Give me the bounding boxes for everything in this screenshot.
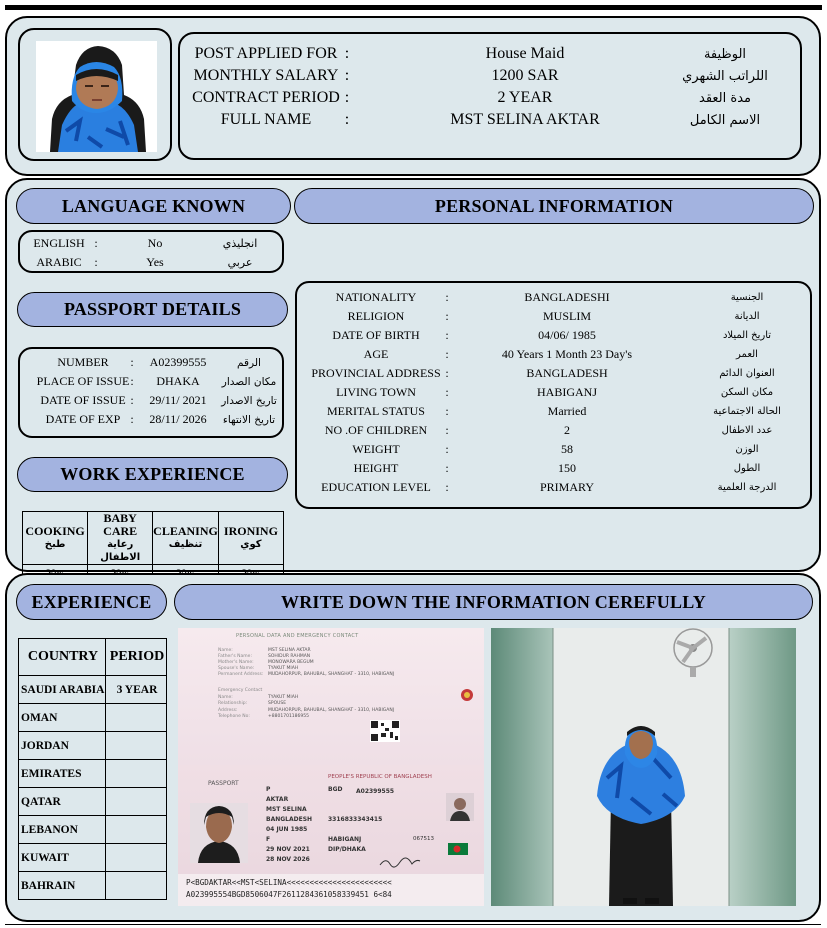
personal-value: HABIGANJ (537, 385, 597, 399)
header-arabic: الاسم الكامل (689, 112, 761, 128)
period-header: PERIOD (106, 639, 167, 676)
scan-data-key: F (266, 836, 271, 843)
passport-office-number: 067513 (413, 836, 434, 842)
scan-value: MUDAHORPUR, BAHUBAL, SHANGHAT - 3310, HABIGANJ (268, 707, 395, 713)
country-cell: BAHRAIN (19, 872, 106, 900)
table-row (19, 816, 167, 844)
personal-colon: : (445, 423, 449, 437)
scan-value: SOHIDUR RAHMAN (268, 654, 311, 659)
header-label: FULL NAME (220, 111, 312, 128)
language-row (20, 234, 282, 253)
personal-arabic: الدرجة العلمية (717, 482, 777, 493)
country-cell: LEBANON (19, 816, 106, 844)
personal-row (297, 459, 810, 478)
personal-information-title: PERSONAL INFORMATION (294, 188, 814, 224)
passport-label: DATE OF EXP (45, 412, 121, 426)
passport-small-photo (446, 793, 474, 821)
scan-value: MST SELINA AKTAR (268, 648, 311, 653)
language-label: ENGLISH (33, 236, 85, 250)
scan-key: Emergency Contact (218, 688, 263, 693)
scan-data-value: HABIGANJ (328, 836, 362, 843)
header-label: MONTHLY SALARY (193, 67, 339, 84)
period-cell (106, 816, 167, 844)
passport-row (20, 372, 282, 391)
scan-key: Name: (218, 648, 233, 653)
personal-colon: : (445, 461, 449, 475)
scan-key: Address: (218, 707, 238, 713)
passport-value: A02399555 (149, 355, 207, 369)
passport-emblem-icon (460, 688, 474, 702)
scan-line (218, 648, 311, 653)
table-row (19, 788, 167, 816)
language-value: Yes (146, 255, 164, 269)
passport-value: 28/11/ 2026 (149, 412, 207, 426)
write-down-title: WRITE DOWN THE INFORMATION CEREFULLY (174, 584, 813, 620)
personal-value: MUSLIM (542, 309, 591, 323)
qr-code-icon (370, 720, 400, 742)
personal-value: 2 (564, 423, 570, 437)
scan-data-key: AKTAR (266, 796, 289, 803)
passport-country-header: PEOPLE'S REPUBLIC OF BANGLADESH (328, 774, 432, 780)
passport-value: DHAKA (156, 374, 200, 388)
personal-colon: : (445, 442, 449, 456)
personal-label: NATIONALITY (335, 290, 417, 304)
period-cell: 3 YEAR (106, 676, 167, 704)
personal-colon: : (445, 328, 449, 342)
scan-data-line (266, 796, 328, 803)
table-row (19, 732, 167, 760)
language-known-title: LANGUAGE KNOWN (16, 188, 291, 224)
work-skill-header (153, 512, 219, 565)
personal-colon: : (445, 309, 449, 323)
work-skill-header (218, 512, 283, 565)
scan-value: +8801701186955 (268, 714, 309, 719)
scan-data-line (266, 846, 366, 853)
passport-colon: : (130, 374, 134, 388)
scan-line (218, 654, 310, 659)
scan-line (218, 701, 286, 706)
personal-row (297, 345, 810, 364)
passport-value: 29/11/ 2021 (149, 393, 207, 407)
passport-colon: : (130, 393, 134, 407)
scan-data-key: P (266, 786, 271, 793)
country-cell: EMIRATES (19, 760, 106, 788)
personal-arabic: الوزن (735, 444, 759, 455)
personal-arabic: مكان السكن (720, 387, 774, 398)
scan-key: Father's Name: (218, 654, 252, 659)
header-arabic: اللراتب الشهري (682, 68, 768, 84)
personal-label: MERITAL STATUS (327, 404, 425, 418)
info-section (5, 178, 821, 572)
personal-info-box (295, 281, 812, 509)
language-row (20, 253, 282, 272)
personal-row (297, 478, 810, 497)
header-arabic: الوظيفة (703, 46, 747, 62)
work-skill-arabic: تنظيف (168, 539, 203, 550)
country-cell: SAUDI ARABIA (19, 676, 106, 704)
portrait-photo (36, 41, 157, 152)
personal-colon: : (445, 404, 449, 418)
scan-line (218, 708, 394, 713)
personal-row (297, 440, 810, 459)
passport-box (18, 347, 284, 438)
personal-arabic: تاريخ الميلاد (722, 330, 772, 341)
scan-data-value: 3316833343415 (328, 816, 383, 823)
header-row (180, 43, 800, 65)
scan-line (218, 666, 298, 671)
passport-arabic: تاريخ الاصدار (221, 394, 277, 407)
personal-value: 58 (561, 442, 573, 456)
personal-arabic: الديانة (734, 311, 760, 322)
scan-key: Mother's Name: (218, 660, 254, 665)
language-colon: : (94, 236, 98, 250)
table-row (19, 676, 167, 704)
work-skill-name: IRONING (223, 524, 278, 538)
scan-data-value: BGD (328, 786, 343, 793)
passport-arabic: تاريخ الانتهاء (222, 413, 276, 426)
scan-key: Name: (218, 694, 233, 700)
personal-colon: : (445, 366, 449, 380)
scan-data-key: 29 NOV 2021 (266, 846, 310, 853)
header-value: House Maid (485, 45, 565, 62)
personal-colon: : (445, 480, 449, 494)
scan-data-line (266, 816, 382, 823)
personal-label: DATE OF BIRTH (332, 328, 420, 342)
personal-label: AGE (363, 347, 389, 361)
period-cell (106, 844, 167, 872)
country-header: COUNTRY (19, 639, 106, 676)
personal-row (297, 421, 810, 440)
personal-colon: : (445, 385, 449, 399)
header-row (180, 87, 800, 109)
bottom-rule (5, 924, 821, 928)
personal-label: NO .OF CHILDREN (324, 423, 428, 437)
personal-label: RELIGION (347, 309, 405, 323)
table-row (19, 844, 167, 872)
header-colon: : (344, 111, 350, 128)
personal-label: EDUCATION LEVEL (321, 480, 431, 494)
scan-line (218, 660, 314, 665)
personal-label: LIVING TOWN (336, 385, 416, 399)
personal-arabic: الطول (733, 463, 761, 474)
passport-details-title: PASSPORT DETAILS (17, 292, 288, 327)
language-label: ARABIC (36, 255, 82, 269)
header-row (180, 65, 800, 87)
header-section (5, 16, 821, 176)
passport-label: PASSPORT (208, 780, 239, 787)
personal-row (297, 326, 810, 345)
work-skill-arabic: رعاية الاطفال (100, 539, 141, 563)
personal-row (297, 383, 810, 402)
language-arabic: انجليذي (222, 237, 258, 250)
work-skill-arabic: كوي (240, 539, 262, 550)
work-skill-name: COOKING (25, 524, 85, 538)
table-row (19, 704, 167, 732)
personal-value: 40 Years 1 Month 23 Day's (501, 347, 633, 361)
personal-arabic: عدد الاطفال (721, 425, 773, 436)
work-skill-name: BABY CARE (103, 511, 138, 538)
mrz-line-1: P<BGDAKTAR<<MST<SELINA<<<<<<<<<<<<<<<<<<<<<<< (186, 878, 392, 887)
passport-colon: : (130, 412, 134, 426)
experience-title: EXPERIENCE (16, 584, 167, 620)
scan-key: Permanent Address: (218, 672, 264, 677)
scan-data-key: 04 JUN 1985 (266, 826, 308, 833)
header-value: 1200 SAR (491, 67, 559, 84)
header-label: POST APPLIED FOR (194, 45, 338, 62)
scan-line (218, 714, 309, 719)
header-value: MST SELINA AKTAR (450, 111, 600, 128)
scan-data-key: 28 NOV 2026 (266, 856, 310, 863)
personal-row (297, 364, 810, 383)
work-skill-header (23, 512, 88, 565)
personal-value: BANGLADESHI (524, 290, 610, 304)
personal-label: WEIGHT (352, 442, 400, 456)
language-arabic: عربي (227, 256, 253, 269)
header-arabic: مدة العقد (699, 90, 751, 106)
scan-data-line (266, 826, 328, 833)
work-experience-title: WORK EXPERIENCE (17, 457, 288, 492)
personal-value: BANGLADESH (526, 366, 608, 380)
header-colon: : (344, 45, 350, 62)
table-row (19, 872, 167, 900)
work-skill-name: CLEANING (153, 524, 218, 538)
personal-arabic: العمر (736, 349, 758, 360)
period-cell (106, 760, 167, 788)
personal-label: PROVINCIAL ADDRESS (311, 366, 441, 380)
personal-row (297, 288, 810, 307)
personal-arabic: الجنسية (730, 292, 764, 303)
language-box (18, 230, 284, 273)
full-body-photo (491, 628, 796, 906)
passport-flag-icon (448, 843, 468, 855)
scan-data-line (266, 806, 328, 813)
scan-line (218, 672, 394, 677)
work-skill-header (88, 512, 153, 565)
scan-value: TYAKUT MIAH (268, 694, 299, 700)
scan-value: SPOUSE (268, 701, 287, 706)
portrait-frame (18, 28, 172, 161)
passport-colon: : (130, 355, 134, 369)
scan-line (218, 695, 298, 700)
passport-label: PLACE OF ISSUE (36, 374, 130, 388)
language-value: No (147, 236, 163, 250)
personal-value: 150 (558, 461, 576, 475)
scan-data-key: MST SELINA (266, 806, 307, 813)
personal-row (297, 402, 810, 421)
passport-row (20, 391, 282, 410)
period-cell (106, 732, 167, 760)
language-colon: : (94, 255, 98, 269)
scan-data-line (266, 836, 361, 843)
scan-data-line (266, 786, 342, 793)
country-cell: KUWAIT (19, 844, 106, 872)
personal-value: 04/06/ 1985 (538, 328, 596, 342)
country-period-table (18, 638, 167, 900)
scan-value: TYAKUT MIAH (268, 666, 299, 671)
job-info-box (178, 32, 802, 160)
experience-section (5, 573, 821, 922)
passport-row (20, 353, 282, 372)
scan-line (218, 688, 268, 693)
passport-label: NUMBER (57, 355, 109, 369)
mrz-line-2: A023995554BGD8506047F2611284361058339451 6<84 (186, 890, 392, 899)
passport-label: DATE OF ISSUE (40, 393, 126, 407)
personal-arabic: الحالة الاجتماعية (713, 406, 781, 417)
header-row (180, 109, 800, 131)
scan-data-line (266, 856, 328, 863)
scan-data-value: DIP/DHAKA (328, 846, 366, 853)
personal-colon: : (445, 290, 449, 304)
country-cell: JORDAN (19, 732, 106, 760)
passport-holder-photo (190, 803, 248, 863)
passport-scan-image (178, 628, 484, 906)
personal-value: Married (547, 404, 587, 418)
country-cell: QATAR (19, 788, 106, 816)
signature-icon (378, 856, 422, 868)
passport-top-title: PERSONAL DATA AND EMERGENCY CONTACT (236, 633, 359, 639)
personal-row (297, 307, 810, 326)
scan-data-key: BANGLADESH (266, 816, 313, 823)
header-value: 2 YEAR (497, 89, 553, 106)
scan-value: MUDAHORPUR, BAHUBAL, SHANGHAT - 3310, HABIGANJ (268, 672, 395, 677)
country-cell: OMAN (19, 704, 106, 732)
period-cell (106, 788, 167, 816)
header-colon: : (344, 89, 350, 106)
passport-arabic: مكان الصدار (221, 375, 277, 388)
scan-key: Spouse's Name: (218, 666, 255, 671)
scan-key: Telephone No: (218, 714, 250, 719)
personal-colon: : (445, 347, 449, 361)
period-cell (106, 704, 167, 732)
period-cell (106, 872, 167, 900)
top-rule (5, 5, 822, 10)
header-colon: : (344, 67, 350, 84)
work-skill-arabic: طبخ (44, 539, 66, 550)
passport-doc-number: A02399555 (356, 788, 395, 795)
personal-label: HEIGHT (353, 461, 399, 475)
header-label: CONTRACT PERIOD (192, 89, 340, 106)
scan-key: Relationship: (218, 701, 248, 706)
passport-arabic: الرقم (237, 356, 261, 369)
personal-arabic: العنوان الدائم (719, 368, 775, 379)
table-row (19, 760, 167, 788)
scan-value: MONOWARA BEGUM (268, 660, 314, 665)
passport-row (20, 410, 282, 429)
personal-value: PRIMARY (539, 480, 595, 494)
